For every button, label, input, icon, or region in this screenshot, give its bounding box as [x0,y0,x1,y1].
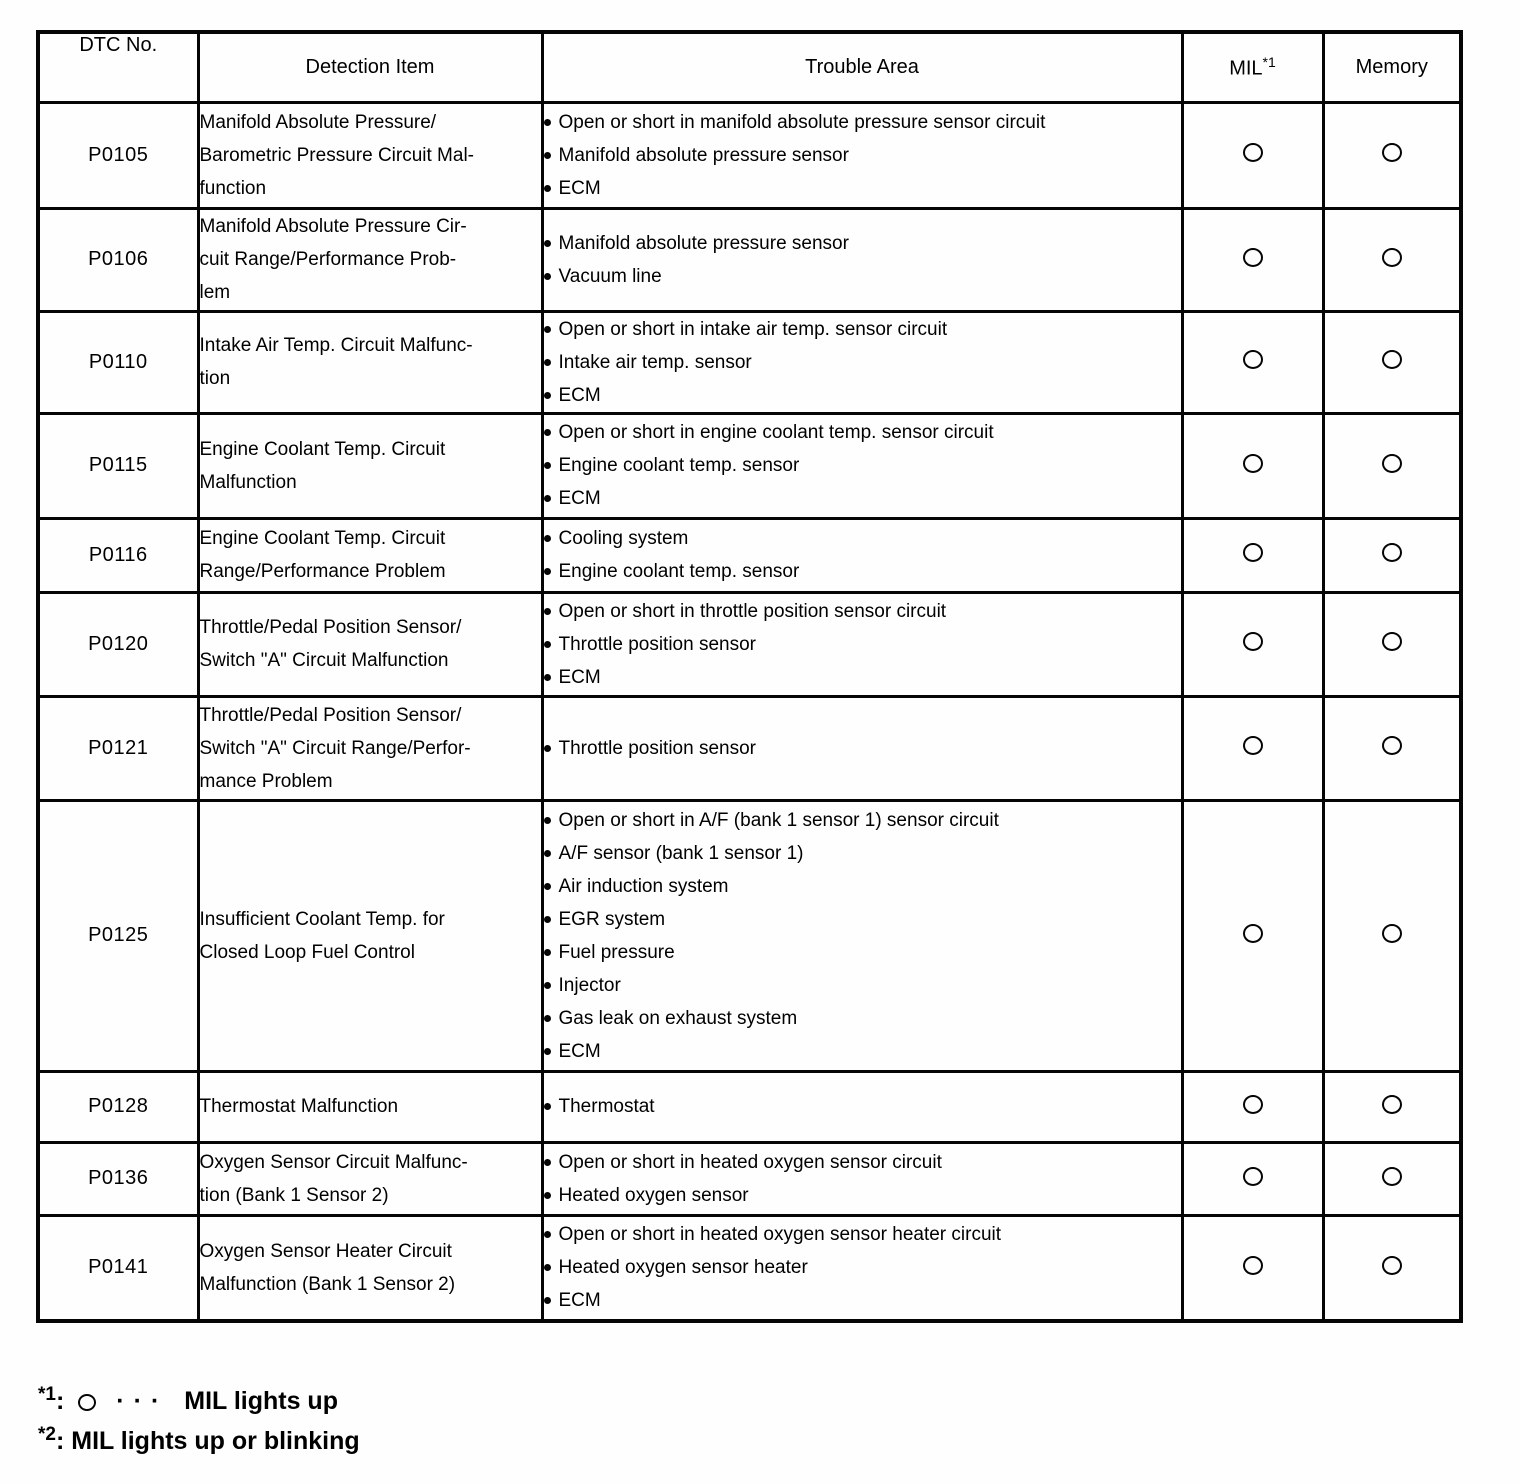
bullet-icon [544,817,551,824]
trouble-area-item [544,1035,1181,1068]
bullet-icon [544,745,551,752]
header-dtc-no: DTC No. [38,32,198,102]
mil-cell [1182,592,1323,696]
mil-cell [1182,413,1323,518]
trouble-area-text: Injector [558,974,621,996]
trouble-area-item [544,555,1181,588]
detection-item-line: Malfunction (Bank 1 Sensor 2) [199,1273,456,1295]
memory-cell [1323,1215,1461,1321]
trouble-area-text: Vacuum line [558,265,662,287]
detection-item-line: Insufficient Coolant Temp. for [199,908,445,930]
detection-item-line: Engine Coolant Temp. Circuit [199,438,446,460]
trouble-area-cell [542,1215,1182,1321]
mil-circle-icon [1243,350,1263,369]
memory-circle-icon [1382,924,1402,943]
memory-cell [1323,1142,1461,1215]
memory-circle-icon [1382,632,1402,651]
trouble-area-item [544,227,1181,260]
trouble-area-text: Open or short in engine coolant temp. sensor circuit [558,422,994,443]
bullet-icon [544,1231,551,1238]
trouble-area-item [544,139,1181,172]
mil-cell [1182,208,1323,311]
dtc-cell: P0125 [38,800,198,1071]
memory-circle-icon [1382,350,1402,369]
trouble-area-text: Intake air temp. sensor [558,351,752,373]
trouble-area-cell [542,1071,1182,1142]
mil-circle-icon [1243,248,1263,267]
header-mil-label: MIL [1229,57,1263,80]
mil-circle-icon [1243,454,1263,473]
detection-item-line: Intake Air Temp. Circuit Malfunc- [199,335,473,356]
dtc-cell: P0141 [38,1215,198,1321]
bullet-icon [544,535,551,542]
detection-item-cell [198,311,542,413]
dtc-cell: P0116 [38,518,198,592]
dtc-cell: P0106 [38,208,198,311]
memory-circle-icon [1382,1095,1402,1114]
trouble-area-item [544,172,1181,205]
dtc-cell: P0120 [38,592,198,696]
trouble-area-item [544,628,1181,661]
table-row [38,413,1461,518]
mil-circle-icon [1243,143,1263,162]
trouble-area-item [544,870,1181,903]
detection-item-cell [198,518,542,592]
trouble-area-text: Throttle position sensor [558,633,756,655]
mil-cell [1182,102,1323,208]
dtc-cell: P0115 [38,413,198,518]
trouble-area-item [544,1090,1181,1123]
memory-circle-icon [1382,248,1402,267]
trouble-area-text: Engine coolant temp. sensor [558,455,800,476]
bullet-icon [544,273,551,280]
bullet-icon [544,608,551,615]
trouble-area-cell [542,592,1182,696]
detection-item-cell [198,208,542,311]
trouble-area-item [544,1218,1181,1251]
trouble-area-text: Heated oxygen sensor heater [558,1257,808,1279]
trouble-area-text: Fuel pressure [558,941,675,963]
trouble-area-text: ECM [558,488,601,509]
mil-cell [1182,800,1323,1071]
footnote-2-marker: *2 [38,1424,56,1445]
table-row [38,208,1461,311]
detection-item-line: lem [199,282,231,303]
trouble-area-text: Air induction system [558,875,729,897]
table-row [38,1071,1461,1142]
bullet-icon [544,240,551,247]
trouble-area-text: ECM [558,1040,601,1062]
detection-item-line: tion [199,368,231,389]
bullet-icon [544,949,551,956]
detection-item-line: Throttle/Pedal Position Sensor/ [199,617,462,638]
mil-circle-icon [1243,1167,1263,1186]
trouble-area-text: Manifold absolute pressure sensor [558,144,849,166]
table-row [38,102,1461,208]
detection-item-line: Malfunction [199,471,297,493]
memory-cell [1323,518,1461,592]
footnote-1-marker: *1 [38,1384,56,1405]
mil-cell [1182,311,1323,413]
bullet-icon [544,916,551,923]
mil-cell [1182,518,1323,592]
memory-cell [1323,592,1461,696]
trouble-area-item [544,1002,1181,1035]
mil-circle-icon [1243,632,1263,651]
footnote-mil-lights-up [38,1378,360,1418]
table-header-row [38,32,1461,102]
trouble-area-text: Open or short in throttle position sensor circuit [558,600,947,622]
trouble-area-text: Gas leak on exhaust system [558,1007,798,1029]
trouble-area-cell [542,696,1182,800]
bullet-icon [544,1159,551,1166]
trouble-area-cell [542,102,1182,208]
trouble-area-text: Throttle position sensor [558,737,756,759]
trouble-area-text: Heated oxygen sensor [558,1184,749,1206]
trouble-area-text: EGR system [558,908,666,930]
bullet-icon [544,185,551,192]
trouble-area-item [544,416,1181,449]
header-mil [1182,32,1323,102]
trouble-area-item [544,661,1181,694]
trouble-area-cell [542,413,1182,518]
header-detection-item: Detection Item [198,32,542,102]
trouble-area-text: Open or short in intake air temp. sensor circuit [558,318,948,340]
mil-cell [1182,1142,1323,1215]
trouble-area-item [544,903,1181,936]
trouble-area-item [544,1251,1181,1284]
bullet-icon [544,641,551,648]
footnote-1-text: MIL lights up [184,1387,338,1415]
bullet-icon [544,883,551,890]
dtc-cell: P0121 [38,696,198,800]
bullet-icon [544,568,551,575]
memory-circle-icon [1382,454,1402,473]
trouble-area-item [544,313,1181,346]
bullet-icon [544,850,551,857]
mil-cell [1182,1215,1323,1321]
memory-cell [1323,800,1461,1071]
trouble-area-text: Manifold absolute pressure sensor [558,232,849,254]
memory-cell [1323,208,1461,311]
trouble-area-item [544,522,1181,555]
memory-cell [1323,311,1461,413]
footnotes [38,1378,360,1458]
mil-circle-icon [1243,1095,1263,1114]
trouble-area-item [544,595,1181,628]
mil-circle-icon [1243,543,1263,562]
trouble-area-text: A/F sensor (bank 1 sensor 1) [558,842,804,864]
trouble-area-item [544,804,1181,837]
trouble-area-text: Open or short in heated oxygen sensor heater circuit [558,1224,1002,1246]
header-memory: Memory [1323,32,1461,102]
footnote-1-dots: ··· [116,1387,169,1415]
detection-item-line: Range/Performance Problem [199,561,446,582]
detection-item-line: Barometric Pressure Circuit Mal- [199,144,474,166]
mil-cell [1182,1071,1323,1142]
trouble-area-text: ECM [558,177,601,199]
detection-item-cell [198,413,542,518]
mil-cell [1182,696,1323,800]
header-trouble-area: Trouble Area [542,32,1182,102]
detection-item-line: Switch "A" Circuit Range/Perfor- [199,737,471,759]
detection-item-line: Closed Loop Fuel Control [199,941,415,963]
mil-circle-icon [1243,736,1263,755]
table-row [38,518,1461,592]
bullet-icon [544,1048,551,1055]
bullet-icon [544,674,551,681]
bullet-icon [544,1264,551,1271]
table-row [38,592,1461,696]
dtc-cell: P0136 [38,1142,198,1215]
trouble-area-item [544,379,1181,412]
memory-circle-icon [1382,543,1402,562]
trouble-area-item [544,106,1181,139]
mil-circle-icon [1243,924,1263,943]
memory-cell [1323,1071,1461,1142]
trouble-area-text: Open or short in heated oxygen sensor circuit [558,1151,942,1173]
trouble-area-item [544,1146,1181,1179]
memory-cell [1323,413,1461,518]
footnote-2-separator: : [55,1427,65,1455]
memory-circle-icon [1382,1167,1402,1186]
dtc-cell: P0110 [38,311,198,413]
trouble-area-item [544,482,1181,515]
open-circle-icon [78,1394,96,1411]
bullet-icon [544,462,551,469]
trouble-area-item [544,1284,1181,1317]
detection-item-line: Switch "A" Circuit Malfunction [199,650,449,671]
bullet-icon [544,495,551,502]
bullet-icon [544,429,551,436]
trouble-area-item [544,936,1181,969]
detection-item-line: function [199,177,267,199]
detection-item-cell [198,696,542,800]
detection-item-line: cuit Range/Performance Prob- [199,249,457,270]
table-row [38,1142,1461,1215]
detection-item-line: mance Problem [199,770,333,792]
trouble-area-item [544,1179,1181,1212]
memory-circle-icon [1382,143,1402,162]
detection-item-line: Throttle/Pedal Position Sensor/ [199,704,462,726]
footnote-mil-blinking [38,1418,360,1458]
detection-item-cell [198,1215,542,1321]
trouble-area-cell [542,518,1182,592]
memory-circle-icon [1382,1256,1402,1275]
trouble-area-item [544,969,1181,1002]
dtc-table [36,30,1463,1323]
bullet-icon [544,119,551,126]
detection-item-cell [198,800,542,1071]
bullet-icon [544,152,551,159]
trouble-area-text: Cooling system [558,528,689,549]
trouble-area-cell [542,1142,1182,1215]
bullet-icon [544,359,551,366]
bullet-icon [544,982,551,989]
dtc-cell: P0128 [38,1071,198,1142]
header-mil-footnote-ref: *1 [1262,53,1276,70]
dtc-cell: P0105 [38,102,198,208]
detection-item-cell [198,1071,542,1142]
bullet-icon [544,1103,551,1110]
memory-cell [1323,102,1461,208]
trouble-area-cell [542,800,1182,1071]
trouble-area-text: ECM [558,384,601,406]
trouble-area-item [544,346,1181,379]
trouble-area-text: ECM [558,666,601,688]
table-row [38,311,1461,413]
table-row [38,696,1461,800]
footnote-1-separator: : [55,1387,65,1415]
detection-item-line: Engine Coolant Temp. Circuit [199,528,446,549]
trouble-area-item [544,732,1181,765]
trouble-area-text: Engine coolant temp. sensor [558,561,800,582]
trouble-area-text: ECM [558,1290,601,1312]
table-row [38,800,1461,1071]
bullet-icon [544,1015,551,1022]
trouble-area-item [544,260,1181,293]
mil-circle-icon [1243,1256,1263,1275]
trouble-area-text: Open or short in manifold absolute pressure sensor circuit [558,111,1046,133]
detection-item-cell [198,592,542,696]
memory-cell [1323,696,1461,800]
detection-item-line: Manifold Absolute Pressure Cir- [199,216,467,237]
bullet-icon [544,326,551,333]
trouble-area-item [544,449,1181,482]
trouble-area-text: Open or short in A/F (bank 1 sensor 1) sensor circuit [558,809,999,831]
trouble-area-item [544,837,1181,870]
footnote-2-text: MIL lights up or blinking [71,1427,360,1455]
bullet-icon [544,1297,551,1304]
memory-circle-icon [1382,736,1402,755]
trouble-area-text: Thermostat [558,1096,655,1117]
detection-item-line: tion (Bank 1 Sensor 2) [199,1184,389,1206]
detection-item-cell [198,1142,542,1215]
table-row [38,1215,1461,1321]
bullet-icon [544,392,551,399]
detection-item-cell [198,102,542,208]
trouble-area-cell [542,311,1182,413]
detection-item-line: Oxygen Sensor Circuit Malfunc- [199,1151,468,1173]
trouble-area-cell [542,208,1182,311]
detection-item-line: Oxygen Sensor Heater Circuit [199,1240,452,1262]
detection-item-line: Manifold Absolute Pressure/ [199,111,437,133]
bullet-icon [544,1192,551,1199]
detection-item-line: Thermostat Malfunction [199,1096,399,1117]
